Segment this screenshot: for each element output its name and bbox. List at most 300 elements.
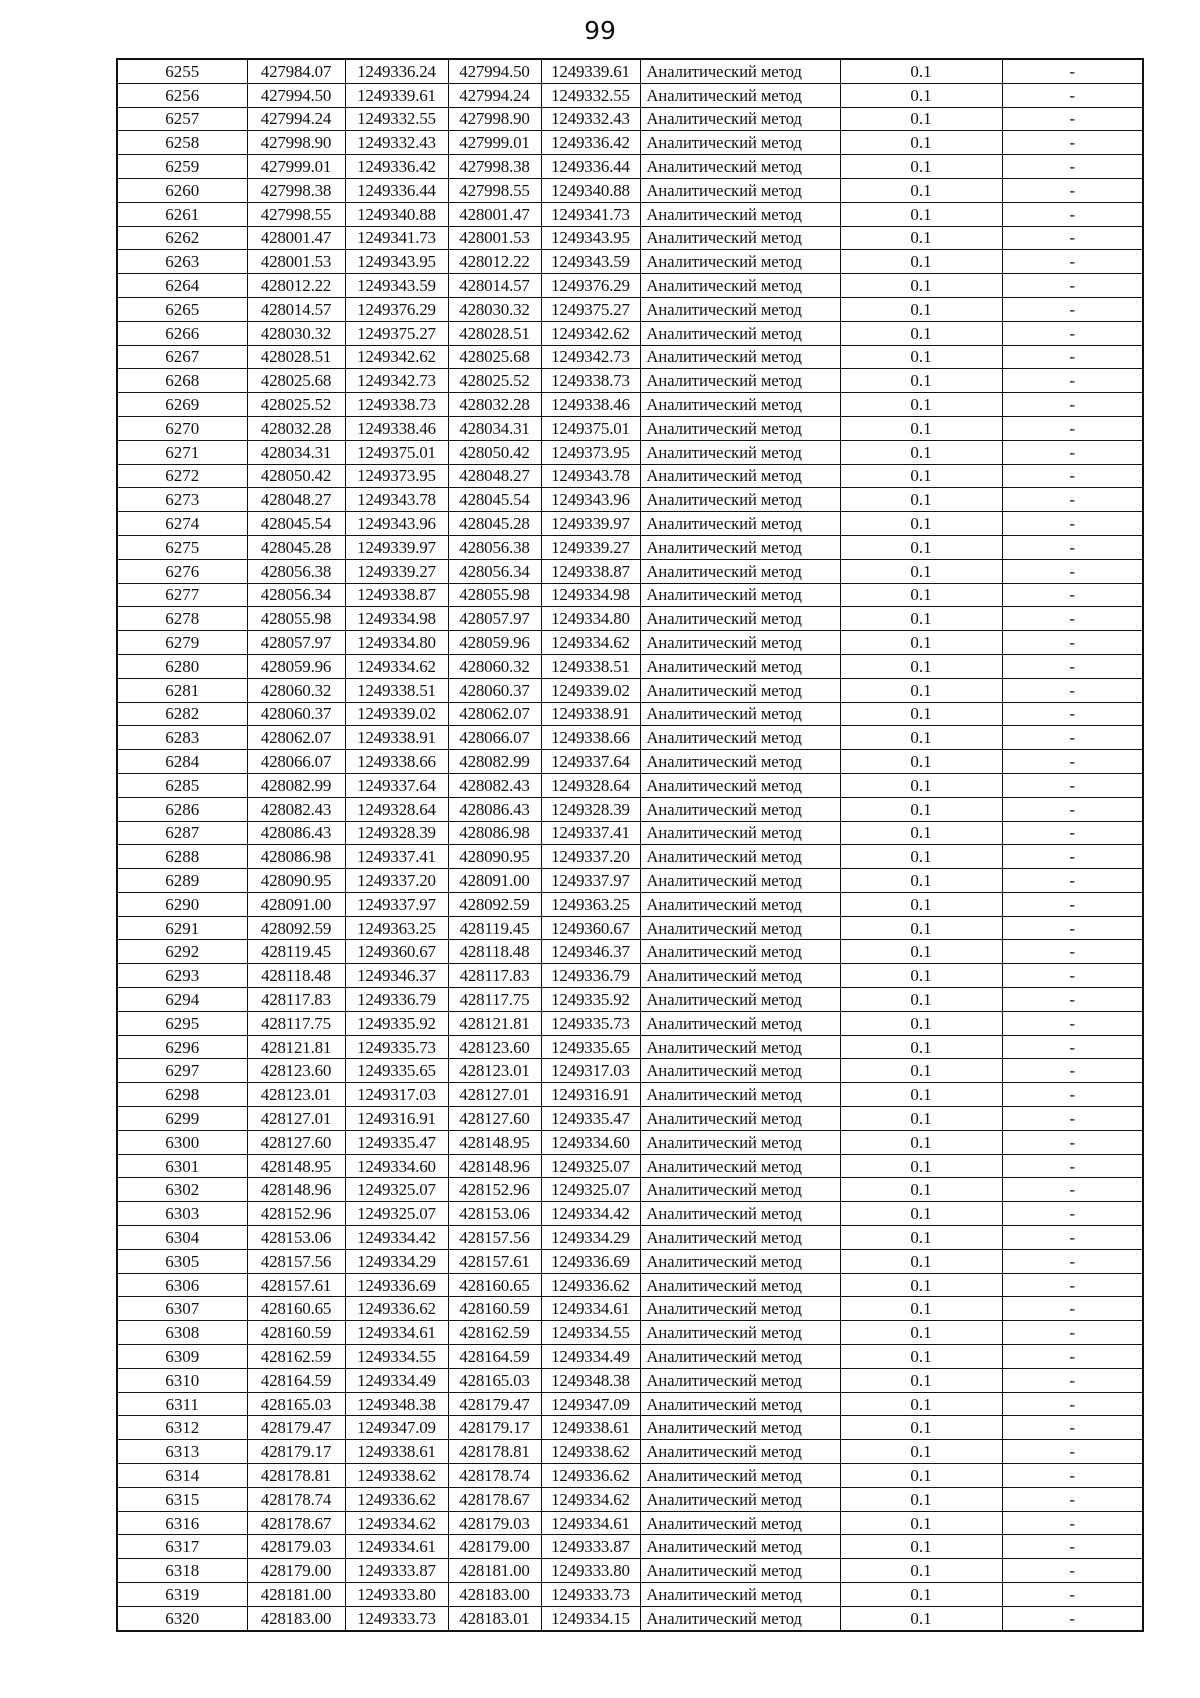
y-start-cell: 1249338.91	[345, 726, 448, 750]
x-end-cell: 428148.96	[448, 1154, 541, 1178]
x-start-cell: 428179.00	[247, 1559, 345, 1583]
y-end-cell: 1249363.25	[541, 892, 640, 916]
table-row	[117, 797, 1143, 821]
note-cell: -	[1002, 559, 1143, 583]
method-cell: Аналитический метод	[640, 702, 840, 726]
x-start-cell: 428127.60	[247, 1130, 345, 1154]
point-number-cell: 6290	[117, 892, 247, 916]
x-end-cell: 428082.99	[448, 750, 541, 774]
point-number-cell: 6284	[117, 750, 247, 774]
precision-cell: 0.1	[840, 678, 1002, 702]
x-start-cell: 428062.07	[247, 726, 345, 750]
table-row	[117, 1011, 1143, 1035]
precision-cell: 0.1	[840, 512, 1002, 536]
point-number-cell: 6264	[117, 274, 247, 298]
point-number-cell: 6274	[117, 512, 247, 536]
method-cell: Аналитический метод	[640, 559, 840, 583]
x-start-cell: 428179.03	[247, 1535, 345, 1559]
x-end-cell: 428152.96	[448, 1178, 541, 1202]
y-end-cell: 1249338.46	[541, 393, 640, 417]
y-start-cell: 1249337.41	[345, 845, 448, 869]
precision-cell: 0.1	[840, 369, 1002, 393]
point-number-cell: 6261	[117, 202, 247, 226]
method-cell: Аналитический метод	[640, 178, 840, 202]
y-end-cell: 1249335.65	[541, 1035, 640, 1059]
point-number-cell: 6282	[117, 702, 247, 726]
x-start-cell: 428060.32	[247, 678, 345, 702]
y-start-cell: 1249342.73	[345, 369, 448, 393]
note-cell: -	[1002, 1606, 1143, 1630]
method-cell: Аналитический метод	[640, 1035, 840, 1059]
y-start-cell: 1249343.59	[345, 274, 448, 298]
point-number-cell: 6304	[117, 1226, 247, 1250]
y-start-cell: 1249334.55	[345, 1345, 448, 1369]
precision-cell: 0.1	[840, 1226, 1002, 1250]
y-end-cell: 1249325.07	[541, 1154, 640, 1178]
point-number-cell: 6283	[117, 726, 247, 750]
y-start-cell: 1249334.61	[345, 1535, 448, 1559]
precision-cell: 0.1	[840, 1059, 1002, 1083]
x-end-cell: 428157.61	[448, 1249, 541, 1273]
method-cell: Аналитический метод	[640, 297, 840, 321]
x-start-cell: 428118.48	[247, 964, 345, 988]
note-cell: -	[1002, 345, 1143, 369]
y-end-cell: 1249336.69	[541, 1249, 640, 1273]
precision-cell: 0.1	[840, 631, 1002, 655]
y-start-cell: 1249338.73	[345, 393, 448, 417]
y-end-cell: 1249335.73	[541, 1011, 640, 1035]
point-number-cell: 6317	[117, 1535, 247, 1559]
note-cell: -	[1002, 654, 1143, 678]
x-start-cell: 428090.95	[247, 869, 345, 893]
y-start-cell: 1249336.44	[345, 178, 448, 202]
x-end-cell: 428117.75	[448, 988, 541, 1012]
x-start-cell: 428048.27	[247, 488, 345, 512]
point-number-cell: 6309	[117, 1345, 247, 1369]
y-start-cell: 1249335.73	[345, 1035, 448, 1059]
note-cell: -	[1002, 59, 1143, 83]
note-cell: -	[1002, 892, 1143, 916]
y-end-cell: 1249335.92	[541, 988, 640, 1012]
table-row	[117, 393, 1143, 417]
y-end-cell: 1249336.62	[541, 1273, 640, 1297]
precision-cell: 0.1	[840, 488, 1002, 512]
y-end-cell: 1249334.80	[541, 607, 640, 631]
x-start-cell: 428178.74	[247, 1487, 345, 1511]
x-end-cell: 428179.17	[448, 1416, 541, 1440]
method-cell: Аналитический метод	[640, 1107, 840, 1131]
precision-cell: 0.1	[840, 750, 1002, 774]
table-row	[117, 321, 1143, 345]
y-start-cell: 1249373.95	[345, 464, 448, 488]
precision-cell: 0.1	[840, 1606, 1002, 1630]
point-number-cell: 6270	[117, 416, 247, 440]
note-cell: -	[1002, 1464, 1143, 1488]
x-end-cell: 428127.01	[448, 1083, 541, 1107]
method-cell: Аналитический метод	[640, 1130, 840, 1154]
x-end-cell: 428157.56	[448, 1226, 541, 1250]
y-start-cell: 1249335.92	[345, 1011, 448, 1035]
y-end-cell: 1249335.47	[541, 1107, 640, 1131]
precision-cell: 0.1	[840, 1130, 1002, 1154]
x-end-cell: 428183.00	[448, 1583, 541, 1607]
method-cell: Аналитический метод	[640, 631, 840, 655]
table-row	[117, 869, 1143, 893]
y-end-cell: 1249336.62	[541, 1464, 640, 1488]
point-number-cell: 6315	[117, 1487, 247, 1511]
x-end-cell: 428050.42	[448, 440, 541, 464]
point-number-cell: 6291	[117, 916, 247, 940]
method-cell: Аналитический метод	[640, 1583, 840, 1607]
note-cell: -	[1002, 916, 1143, 940]
precision-cell: 0.1	[840, 107, 1002, 131]
y-end-cell: 1249334.15	[541, 1606, 640, 1630]
y-end-cell: 1249343.95	[541, 226, 640, 250]
table-row	[117, 1321, 1143, 1345]
y-start-cell: 1249334.62	[345, 654, 448, 678]
note-cell: -	[1002, 178, 1143, 202]
point-number-cell: 6269	[117, 393, 247, 417]
x-start-cell: 428160.65	[247, 1297, 345, 1321]
note-cell: -	[1002, 1511, 1143, 1535]
x-start-cell: 427998.90	[247, 131, 345, 155]
x-end-cell: 428165.03	[448, 1368, 541, 1392]
table-row	[117, 297, 1143, 321]
precision-cell: 0.1	[840, 1345, 1002, 1369]
x-start-cell: 428148.95	[247, 1154, 345, 1178]
note-cell: -	[1002, 1321, 1143, 1345]
table-row	[117, 1392, 1143, 1416]
note-cell: -	[1002, 250, 1143, 274]
table-row	[117, 631, 1143, 655]
y-start-cell: 1249348.38	[345, 1392, 448, 1416]
precision-cell: 0.1	[840, 202, 1002, 226]
table-row	[117, 1464, 1143, 1488]
coordinates-table	[116, 58, 1144, 1632]
x-start-cell: 428082.99	[247, 773, 345, 797]
point-number-cell: 6299	[117, 1107, 247, 1131]
method-cell: Аналитический метод	[640, 773, 840, 797]
method-cell: Аналитический метод	[640, 869, 840, 893]
note-cell: -	[1002, 321, 1143, 345]
precision-cell: 0.1	[840, 1178, 1002, 1202]
y-end-cell: 1249337.20	[541, 845, 640, 869]
table-row	[117, 1511, 1143, 1535]
y-end-cell: 1249348.38	[541, 1368, 640, 1392]
x-end-cell: 428034.31	[448, 416, 541, 440]
method-cell: Аналитический метод	[640, 1321, 840, 1345]
point-number-cell: 6275	[117, 535, 247, 559]
x-start-cell: 428032.28	[247, 416, 345, 440]
precision-cell: 0.1	[840, 1464, 1002, 1488]
y-start-cell: 1249334.60	[345, 1154, 448, 1178]
y-end-cell: 1249339.97	[541, 512, 640, 536]
y-end-cell: 1249336.79	[541, 964, 640, 988]
note-cell: -	[1002, 1107, 1143, 1131]
point-number-cell: 6286	[117, 797, 247, 821]
x-start-cell: 428034.31	[247, 440, 345, 464]
y-start-cell: 1249338.87	[345, 583, 448, 607]
x-start-cell: 428178.81	[247, 1464, 345, 1488]
table-row	[117, 750, 1143, 774]
note-cell: -	[1002, 1178, 1143, 1202]
y-end-cell: 1249334.98	[541, 583, 640, 607]
point-number-cell: 6278	[117, 607, 247, 631]
precision-cell: 0.1	[840, 797, 1002, 821]
x-end-cell: 428183.01	[448, 1606, 541, 1630]
y-start-cell: 1249334.61	[345, 1321, 448, 1345]
table-row	[117, 1583, 1143, 1607]
x-start-cell: 428157.61	[247, 1273, 345, 1297]
note-cell: -	[1002, 1154, 1143, 1178]
x-end-cell: 428032.28	[448, 393, 541, 417]
method-cell: Аналитический метод	[640, 1416, 840, 1440]
y-end-cell: 1249343.96	[541, 488, 640, 512]
precision-cell: 0.1	[840, 607, 1002, 631]
y-end-cell: 1249333.87	[541, 1535, 640, 1559]
y-end-cell: 1249336.44	[541, 155, 640, 179]
note-cell: -	[1002, 1273, 1143, 1297]
note-cell: -	[1002, 1368, 1143, 1392]
x-start-cell: 428183.00	[247, 1606, 345, 1630]
precision-cell: 0.1	[840, 654, 1002, 678]
x-start-cell: 428181.00	[247, 1583, 345, 1607]
point-number-cell: 6296	[117, 1035, 247, 1059]
method-cell: Аналитический метод	[640, 1154, 840, 1178]
method-cell: Аналитический метод	[640, 369, 840, 393]
method-cell: Аналитический метод	[640, 416, 840, 440]
note-cell: -	[1002, 107, 1143, 131]
y-start-cell: 1249334.62	[345, 1511, 448, 1535]
precision-cell: 0.1	[840, 1416, 1002, 1440]
x-end-cell: 428025.52	[448, 369, 541, 393]
x-start-cell: 428066.07	[247, 750, 345, 774]
y-start-cell: 1249338.51	[345, 678, 448, 702]
table-row	[117, 226, 1143, 250]
x-end-cell: 428178.67	[448, 1487, 541, 1511]
x-end-cell: 428123.01	[448, 1059, 541, 1083]
x-start-cell: 427994.50	[247, 83, 345, 107]
table-row	[117, 83, 1143, 107]
method-cell: Аналитический метод	[640, 892, 840, 916]
precision-cell: 0.1	[840, 821, 1002, 845]
precision-cell: 0.1	[840, 345, 1002, 369]
point-number-cell: 6318	[117, 1559, 247, 1583]
method-cell: Аналитический метод	[640, 1273, 840, 1297]
precision-cell: 0.1	[840, 773, 1002, 797]
precision-cell: 0.1	[840, 416, 1002, 440]
table-row	[117, 773, 1143, 797]
note-cell: -	[1002, 583, 1143, 607]
y-end-cell: 1249334.49	[541, 1345, 640, 1369]
x-start-cell: 428050.42	[247, 464, 345, 488]
note-cell: -	[1002, 607, 1143, 631]
y-start-cell: 1249328.64	[345, 797, 448, 821]
table-row	[117, 59, 1143, 83]
y-start-cell: 1249325.07	[345, 1178, 448, 1202]
table-row	[117, 1035, 1143, 1059]
precision-cell: 0.1	[840, 1035, 1002, 1059]
y-start-cell: 1249317.03	[345, 1083, 448, 1107]
y-end-cell: 1249316.91	[541, 1083, 640, 1107]
method-cell: Аналитический метод	[640, 83, 840, 107]
x-end-cell: 428148.95	[448, 1130, 541, 1154]
y-end-cell: 1249337.41	[541, 821, 640, 845]
table-row	[117, 821, 1143, 845]
y-start-cell: 1249336.69	[345, 1273, 448, 1297]
y-end-cell: 1249343.78	[541, 464, 640, 488]
method-cell: Аналитический метод	[640, 107, 840, 131]
point-number-cell: 6307	[117, 1297, 247, 1321]
y-start-cell: 1249375.27	[345, 321, 448, 345]
point-number-cell: 6302	[117, 1178, 247, 1202]
method-cell: Аналитический метод	[640, 202, 840, 226]
point-number-cell: 6316	[117, 1511, 247, 1535]
note-cell: -	[1002, 1559, 1143, 1583]
table-body	[117, 59, 1143, 1631]
precision-cell: 0.1	[840, 1083, 1002, 1107]
x-end-cell: 428060.37	[448, 678, 541, 702]
x-start-cell: 428030.32	[247, 321, 345, 345]
y-start-cell: 1249338.66	[345, 750, 448, 774]
x-end-cell: 428160.65	[448, 1273, 541, 1297]
x-start-cell: 427999.01	[247, 155, 345, 179]
y-end-cell: 1249336.42	[541, 131, 640, 155]
table-row	[117, 1178, 1143, 1202]
table-row	[117, 107, 1143, 131]
note-cell: -	[1002, 1226, 1143, 1250]
x-start-cell: 428179.17	[247, 1440, 345, 1464]
y-end-cell: 1249341.73	[541, 202, 640, 226]
table-row	[117, 131, 1143, 155]
y-start-cell: 1249337.97	[345, 892, 448, 916]
table-row	[117, 1059, 1143, 1083]
y-start-cell: 1249339.02	[345, 702, 448, 726]
note-cell: -	[1002, 155, 1143, 179]
method-cell: Аналитический метод	[640, 1535, 840, 1559]
x-start-cell: 428123.01	[247, 1083, 345, 1107]
table-row	[117, 416, 1143, 440]
note-cell: -	[1002, 369, 1143, 393]
y-start-cell: 1249336.62	[345, 1297, 448, 1321]
table-row	[117, 1226, 1143, 1250]
method-cell: Аналитический метод	[640, 131, 840, 155]
precision-cell: 0.1	[840, 59, 1002, 83]
method-cell: Аналитический метод	[640, 440, 840, 464]
method-cell: Аналитический метод	[640, 964, 840, 988]
y-start-cell: 1249335.65	[345, 1059, 448, 1083]
precision-cell: 0.1	[840, 1511, 1002, 1535]
table-row	[117, 1202, 1143, 1226]
x-start-cell: 428123.60	[247, 1059, 345, 1083]
x-start-cell: 427998.38	[247, 178, 345, 202]
point-number-cell: 6311	[117, 1392, 247, 1416]
note-cell: -	[1002, 202, 1143, 226]
point-number-cell: 6314	[117, 1464, 247, 1488]
table-row	[117, 1107, 1143, 1131]
table-row	[117, 1559, 1143, 1583]
y-start-cell: 1249337.20	[345, 869, 448, 893]
x-start-cell: 428056.34	[247, 583, 345, 607]
x-start-cell: 428179.47	[247, 1416, 345, 1440]
x-end-cell: 428164.59	[448, 1345, 541, 1369]
table-row	[117, 1606, 1143, 1630]
note-cell: -	[1002, 1083, 1143, 1107]
note-cell: -	[1002, 416, 1143, 440]
y-start-cell: 1249336.62	[345, 1487, 448, 1511]
y-end-cell: 1249334.55	[541, 1321, 640, 1345]
note-cell: -	[1002, 464, 1143, 488]
x-start-cell: 428117.75	[247, 1011, 345, 1035]
x-end-cell: 428160.59	[448, 1297, 541, 1321]
table-row	[117, 1297, 1143, 1321]
x-end-cell: 428090.95	[448, 845, 541, 869]
x-end-cell: 427994.50	[448, 59, 541, 83]
method-cell: Аналитический метод	[640, 393, 840, 417]
y-end-cell: 1249338.66	[541, 726, 640, 750]
y-start-cell: 1249336.42	[345, 155, 448, 179]
point-number-cell: 6288	[117, 845, 247, 869]
precision-cell: 0.1	[840, 83, 1002, 107]
x-end-cell: 427998.38	[448, 155, 541, 179]
x-start-cell: 427994.24	[247, 107, 345, 131]
y-start-cell: 1249333.80	[345, 1583, 448, 1607]
x-end-cell: 428045.28	[448, 512, 541, 536]
x-end-cell: 428030.32	[448, 297, 541, 321]
method-cell: Аналитический метод	[640, 1297, 840, 1321]
x-start-cell: 428119.45	[247, 940, 345, 964]
precision-cell: 0.1	[840, 1368, 1002, 1392]
y-end-cell: 1249343.59	[541, 250, 640, 274]
x-end-cell: 428082.43	[448, 773, 541, 797]
x-start-cell: 428045.54	[247, 512, 345, 536]
y-start-cell: 1249363.25	[345, 916, 448, 940]
table-row	[117, 250, 1143, 274]
x-start-cell: 428086.98	[247, 845, 345, 869]
point-number-cell: 6292	[117, 940, 247, 964]
method-cell: Аналитический метод	[640, 750, 840, 774]
point-number-cell: 6280	[117, 654, 247, 678]
x-end-cell: 428056.34	[448, 559, 541, 583]
x-start-cell: 428057.97	[247, 631, 345, 655]
note-cell: -	[1002, 1416, 1143, 1440]
y-end-cell: 1249332.43	[541, 107, 640, 131]
point-number-cell: 6258	[117, 131, 247, 155]
x-start-cell: 428162.59	[247, 1345, 345, 1369]
note-cell: -	[1002, 1011, 1143, 1035]
y-end-cell: 1249347.09	[541, 1392, 640, 1416]
method-cell: Аналитический метод	[640, 1059, 840, 1083]
x-end-cell: 428162.59	[448, 1321, 541, 1345]
precision-cell: 0.1	[840, 1273, 1002, 1297]
x-end-cell: 428066.07	[448, 726, 541, 750]
precision-cell: 0.1	[840, 1392, 1002, 1416]
y-start-cell: 1249334.80	[345, 631, 448, 655]
y-end-cell: 1249338.51	[541, 654, 640, 678]
precision-cell: 0.1	[840, 1297, 1002, 1321]
method-cell: Аналитический метод	[640, 1345, 840, 1369]
note-cell: -	[1002, 702, 1143, 726]
precision-cell: 0.1	[840, 559, 1002, 583]
y-end-cell: 1249342.62	[541, 321, 640, 345]
note-cell: -	[1002, 1345, 1143, 1369]
y-end-cell: 1249317.03	[541, 1059, 640, 1083]
x-end-cell: 428056.38	[448, 535, 541, 559]
x-start-cell: 427998.55	[247, 202, 345, 226]
x-end-cell: 428091.00	[448, 869, 541, 893]
y-start-cell: 1249334.42	[345, 1226, 448, 1250]
x-end-cell: 427998.90	[448, 107, 541, 131]
